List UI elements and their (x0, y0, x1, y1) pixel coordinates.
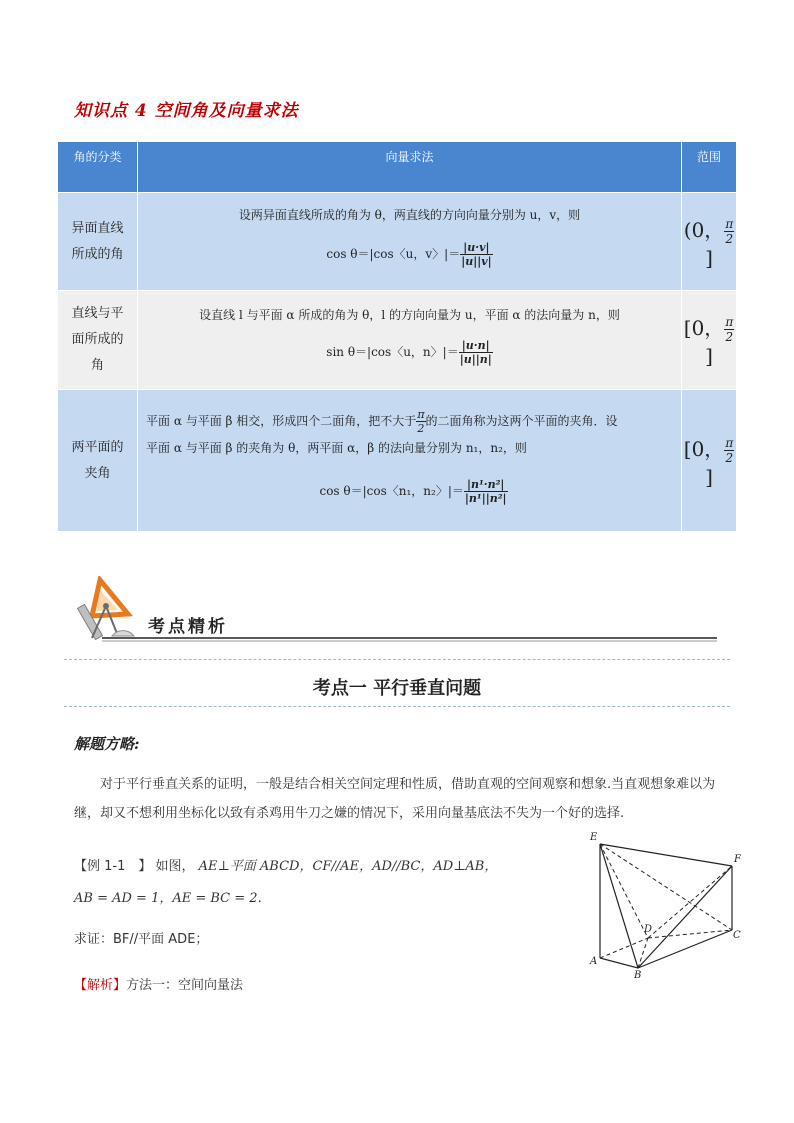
label-B: B (634, 970, 642, 978)
example-line-1: 【例 1-1 】 如图， AE⊥平面 ABCD，CF//AE，AD//BC，AD⊥AB， (74, 859, 498, 874)
header-method: 向量求法 (138, 142, 682, 193)
method-cell (138, 390, 682, 532)
prove-statement: 求证：BF//平面 ADE； (74, 932, 209, 947)
label-F: F (734, 854, 741, 865)
header-range: 范围 (682, 142, 737, 193)
divider-bottom (64, 706, 730, 707)
analysis-line: 【解析】方法一：空间向量法 (74, 978, 244, 993)
table-row (58, 390, 737, 532)
strategy-paragraph: 对于平行垂直关系的证明，一般是结合相关空间定理和性质，借助直观的空间观察和想象.当直观想象难以为继，却又不想利用坐标化以致有杀鸡用牛刀之嫌的情况下，采用向量基底法不失为一个好的选择. (74, 777, 716, 821)
method-text: 设两异面直线所成的角为 θ，两直线的方向向量分别为 u，v，则 (238, 207, 581, 222)
range-cell: [0， $\frac{\pi}{2}$ ] (682, 390, 737, 532)
section-banner-label: 考点精析 (148, 617, 228, 637)
example-statement (74, 851, 497, 915)
method-text: 平面 α 与平面 β 的夹角为 θ，两平面 α，β 的法向量分别为 n₁，n₂，则 (146, 441, 527, 455)
table-row (58, 193, 737, 291)
label-E: E (590, 832, 598, 843)
formula: cos θ＝|cos〈n₁，n₂〉|＝ $\frac{\text{|n¹·n²|}}{\text{|n¹||n²|}}$ (319, 478, 507, 505)
table-row (58, 291, 737, 390)
formula: cos θ＝|cos〈u，v〉|＝ $\frac{|u\cdot v|}{|u||v|}$ (326, 240, 492, 268)
strategy-label: 解题方略: (74, 735, 140, 753)
method-text: 设直线 l 与平面 α 所成的角为 θ，l 的方向向量为 u，平面 α 的法向量为 n，则 (199, 308, 620, 322)
label-A: A (590, 956, 598, 967)
range-cell: (0， $\frac{\pi}{2}$ ] (682, 193, 737, 291)
example-line-2: AB = AD = 1，AE = BC = 2． (74, 891, 271, 906)
method-cell (138, 193, 682, 291)
knowledge-point-title: 知识点 4 空间角及向量求法 (74, 101, 299, 121)
class-cell: 直线与平 面所成的 角 (58, 291, 138, 390)
label-D: D (644, 924, 653, 935)
label-C: C (733, 930, 741, 941)
method-text: 平面 α 与平面 β 相交，形成四个二面角，把不大于 $\frac{\pi}{2}$ 的二面角称为这两个平面的夹角．设 (146, 408, 618, 435)
example-label: 【例 1-1 】 (74, 859, 152, 874)
class-cell: 两平面的 夹角 (58, 390, 138, 532)
range-cell: [0， $\frac{\pi}{2}$ ] (682, 291, 737, 390)
header-class: 角的分类 (58, 142, 138, 193)
formula: sin θ＝|cos〈u，n〉|＝ $\frac{|u\cdot n|}{|u||n|}$ (326, 339, 492, 366)
solid-figure-diagram (582, 828, 752, 978)
analysis-tag: 【解析】 (74, 978, 127, 993)
topic-title: 考点一 平行垂直问题 (312, 678, 482, 699)
table-header-row (58, 142, 737, 193)
method-cell (138, 291, 682, 390)
angle-method-table (57, 141, 737, 532)
divider-top (64, 659, 730, 660)
class-cell: 异面直线 所成的角 (58, 193, 138, 291)
geometry-figure (582, 828, 752, 982)
